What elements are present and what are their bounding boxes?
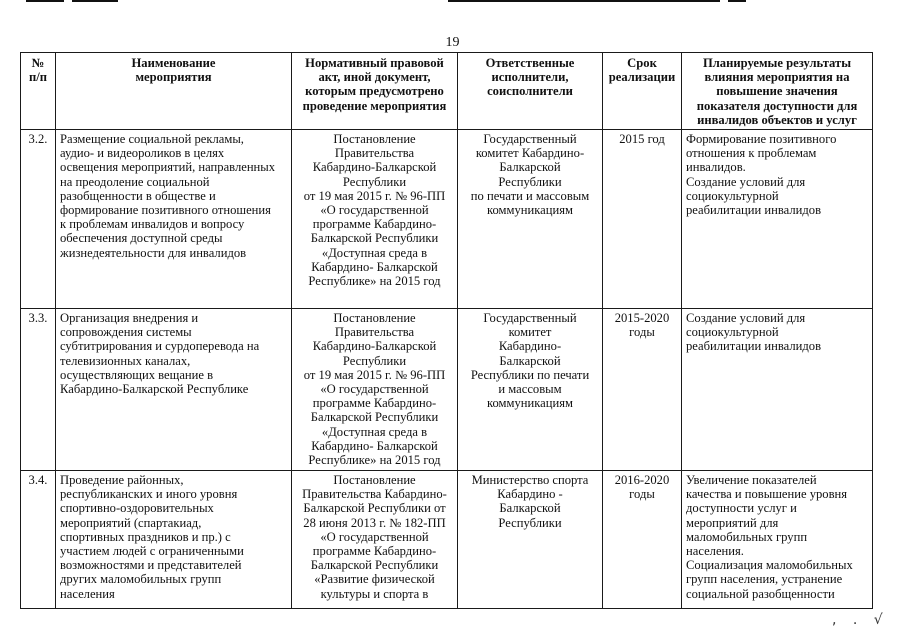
text-line: Планируемые результаты [702,56,852,70]
text-line: Балкарской Республики от [303,501,446,516]
text-line: спортивных праздников и пр.) с [60,529,231,544]
text-line: Балкарской Республики [310,410,439,425]
text-line: Балкарской [499,501,561,516]
row-term [603,471,682,609]
text-line: телевизионных каналах, [60,353,191,368]
text-line: соисполнители [487,84,573,99]
header-name [56,53,292,130]
text-line: Ответственные [485,56,575,70]
text-line: акт, иной документ, [318,70,431,85]
text-line: № [31,56,45,70]
text-line: Создание условий для [686,174,806,189]
row-term [603,309,682,471]
text-line: Социализация маломобильных [686,558,853,573]
text-line: Республики по печати [470,367,590,382]
row-number: 3.2. [21,130,56,309]
text-line: осуществляющих вещание в [60,367,214,382]
corner-marks: , . √ [832,612,889,628]
text-line: Организация внедрения и [60,311,199,326]
table-row [21,471,873,609]
row-number: 3.4. [21,471,56,609]
row-act [292,130,458,309]
row-name [56,471,292,609]
text-line: Срок [627,56,657,70]
text-line: Балкарской Республики [310,558,439,573]
header-number [21,53,56,130]
text-line: реабилитации инвалидов [686,339,822,354]
text-line: комитет Кабардино- [475,146,585,161]
text-line: Государственный [483,132,577,147]
text-line: республиканских и иного уровня [60,487,238,502]
table-row [21,309,873,471]
text-line: Кабардино-Балкарской [312,160,437,175]
text-line: «Развитие физической [314,572,435,587]
text-line: жизнедеятельности для инвалидов [60,245,247,260]
text-line: мероприятий (спартакиад, [60,515,202,530]
text-line: отношения к проблемам [686,146,817,161]
text-line: коммуникациям [486,203,573,218]
text-line: сопровождения системы [60,325,192,340]
text-line: возможностями и представителей [60,558,242,573]
page-number: 19 [445,35,460,50]
text-line: Проведение районных, [60,473,184,488]
text-line: от 19 мая 2015 г. № 96-ПП [303,188,446,203]
text-line: «О государственной [320,203,429,218]
header-responsible [458,53,603,130]
text-line: субтитрирования и сурдоперевода на [60,339,260,354]
text-line: влияния мероприятия на [704,70,850,85]
row-act [292,471,458,609]
text-line: Кабардино-Балкарской Республике [60,382,249,397]
text-line: инвалидов объектов и услуг [697,112,857,127]
text-line: культуры и спорта в [320,586,429,601]
text-line: годы [629,487,655,502]
text-line: Постановление [333,311,416,326]
text-line: Постановление [333,473,416,488]
top-rule [26,0,64,2]
row-act [292,309,458,471]
text-line: инвалидов. [686,160,746,175]
text-line: других маломобильных групп [60,572,222,587]
text-line: Государственный [483,311,577,326]
text-line: Постановление [333,132,416,147]
text-line: Правительства [334,325,415,340]
row-term [603,130,682,309]
text-line: населения. [686,544,744,559]
text-line: программе Кабардино- [312,544,437,559]
text-line: маломобильных групп [686,529,808,544]
text-line: Балкарской [499,160,561,175]
text-line: Увеличение показателей [686,473,817,488]
measures-table [20,52,873,609]
text-line: Кабардино- Балкарской [311,438,438,453]
row-results [682,471,873,609]
text-line: Наименование [131,56,216,70]
text-line: «О государственной [320,529,429,544]
header-act [292,53,458,130]
text-line: реализации [608,70,676,85]
table-header-row [21,53,873,130]
text-line: Размещение социальной рекламы, [60,132,244,147]
top-rule [72,0,118,2]
text-line: коммуникациям [486,396,573,411]
table-row [21,130,873,309]
text-line: Республике» на 2015 год [308,274,441,289]
text-line: Республики [498,515,562,530]
row-results [682,309,873,471]
text-line: повышение значения [716,84,838,99]
text-line: социальной разобщенности [686,586,835,601]
row-name [56,309,292,471]
text-line: групп населения, устранение [686,572,843,587]
text-line: мероприятия [135,70,212,85]
text-line: мероприятий для [686,515,779,530]
text-line: программе Кабардино- [312,217,437,232]
text-line: Республики [498,174,562,189]
text-line: «О государственной [320,382,429,397]
text-line: населения [60,586,115,601]
text-line: исполнители, [491,70,569,85]
text-line: «Доступная среда в [321,245,428,260]
row-responsible [458,130,603,309]
text-line: разобщенности в обществе и [60,188,216,203]
text-line: Балкарской Республики [310,231,439,246]
row-name [56,130,292,309]
text-line: Республики [342,174,407,189]
text-line: 2015-2020 [614,311,670,326]
text-line: Балкарской [499,353,561,368]
text-line: качества и повышение уровня [686,487,848,502]
text-line: и массовым [498,382,562,397]
text-line: Кабардино- [498,339,562,354]
text-line: участием людей с ограниченными [60,544,244,559]
text-line: формирование позитивного отношения [60,203,271,218]
text-line: социокультурной [686,325,779,340]
text-line: проведение мероприятия [302,98,447,113]
text-line: Правительства Кабардино- [302,487,447,502]
text-line: социокультурной [686,188,779,203]
top-rule [448,0,720,2]
text-line: Кабардино - [497,487,563,502]
row-responsible [458,309,603,471]
text-line: «Доступная среда в [321,424,428,439]
row-results [682,130,873,309]
text-line: Правительства [334,146,415,161]
text-line: комитет [508,325,552,340]
text-line: обеспечения доступной среды [60,231,223,246]
text-line: Формирование позитивного [686,132,837,147]
text-line: п/п [28,70,47,85]
text-line: спортивно-оздоровительных [60,501,214,516]
header-results [682,53,873,130]
header-term [603,53,682,130]
text-line: Кабардино-Балкарской [312,339,437,354]
text-line: годы [629,325,655,340]
text-line: аудио- и видеороликов в целях [60,146,225,161]
row-responsible [458,471,603,609]
text-line: программе Кабардино- [312,396,437,411]
text-line: 2016-2020 [614,473,670,488]
text-line: от 19 мая 2015 г. № 96-ПП [303,367,446,382]
text-line: на преодоление социальной [60,174,210,189]
text-line: к проблемам инвалидов и вопросу [60,217,245,232]
row-number: 3.3. [21,309,56,471]
text-line: 28 июня 2013 г. № 182-ПП [303,515,446,530]
text-line: Нормативный правовой [305,56,444,70]
text-line: Республики [342,353,407,368]
text-line: 2015 год [619,132,665,147]
text-line: Министерство спорта [471,473,589,488]
text-line: по печати и массовым [470,188,590,203]
top-rule [728,0,746,2]
text-line: Создание условий для [686,311,806,326]
text-line: показателя доступности для [696,98,858,113]
text-line: Кабардино- Балкарской [311,259,438,274]
text-line: доступности услуг и [686,501,797,516]
text-line: реабилитации инвалидов [686,203,822,218]
text-line: Республике» на 2015 год [308,453,441,468]
text-line: освещения мероприятий, направленных [60,160,276,175]
text-line: которым предусмотрено [305,84,444,99]
